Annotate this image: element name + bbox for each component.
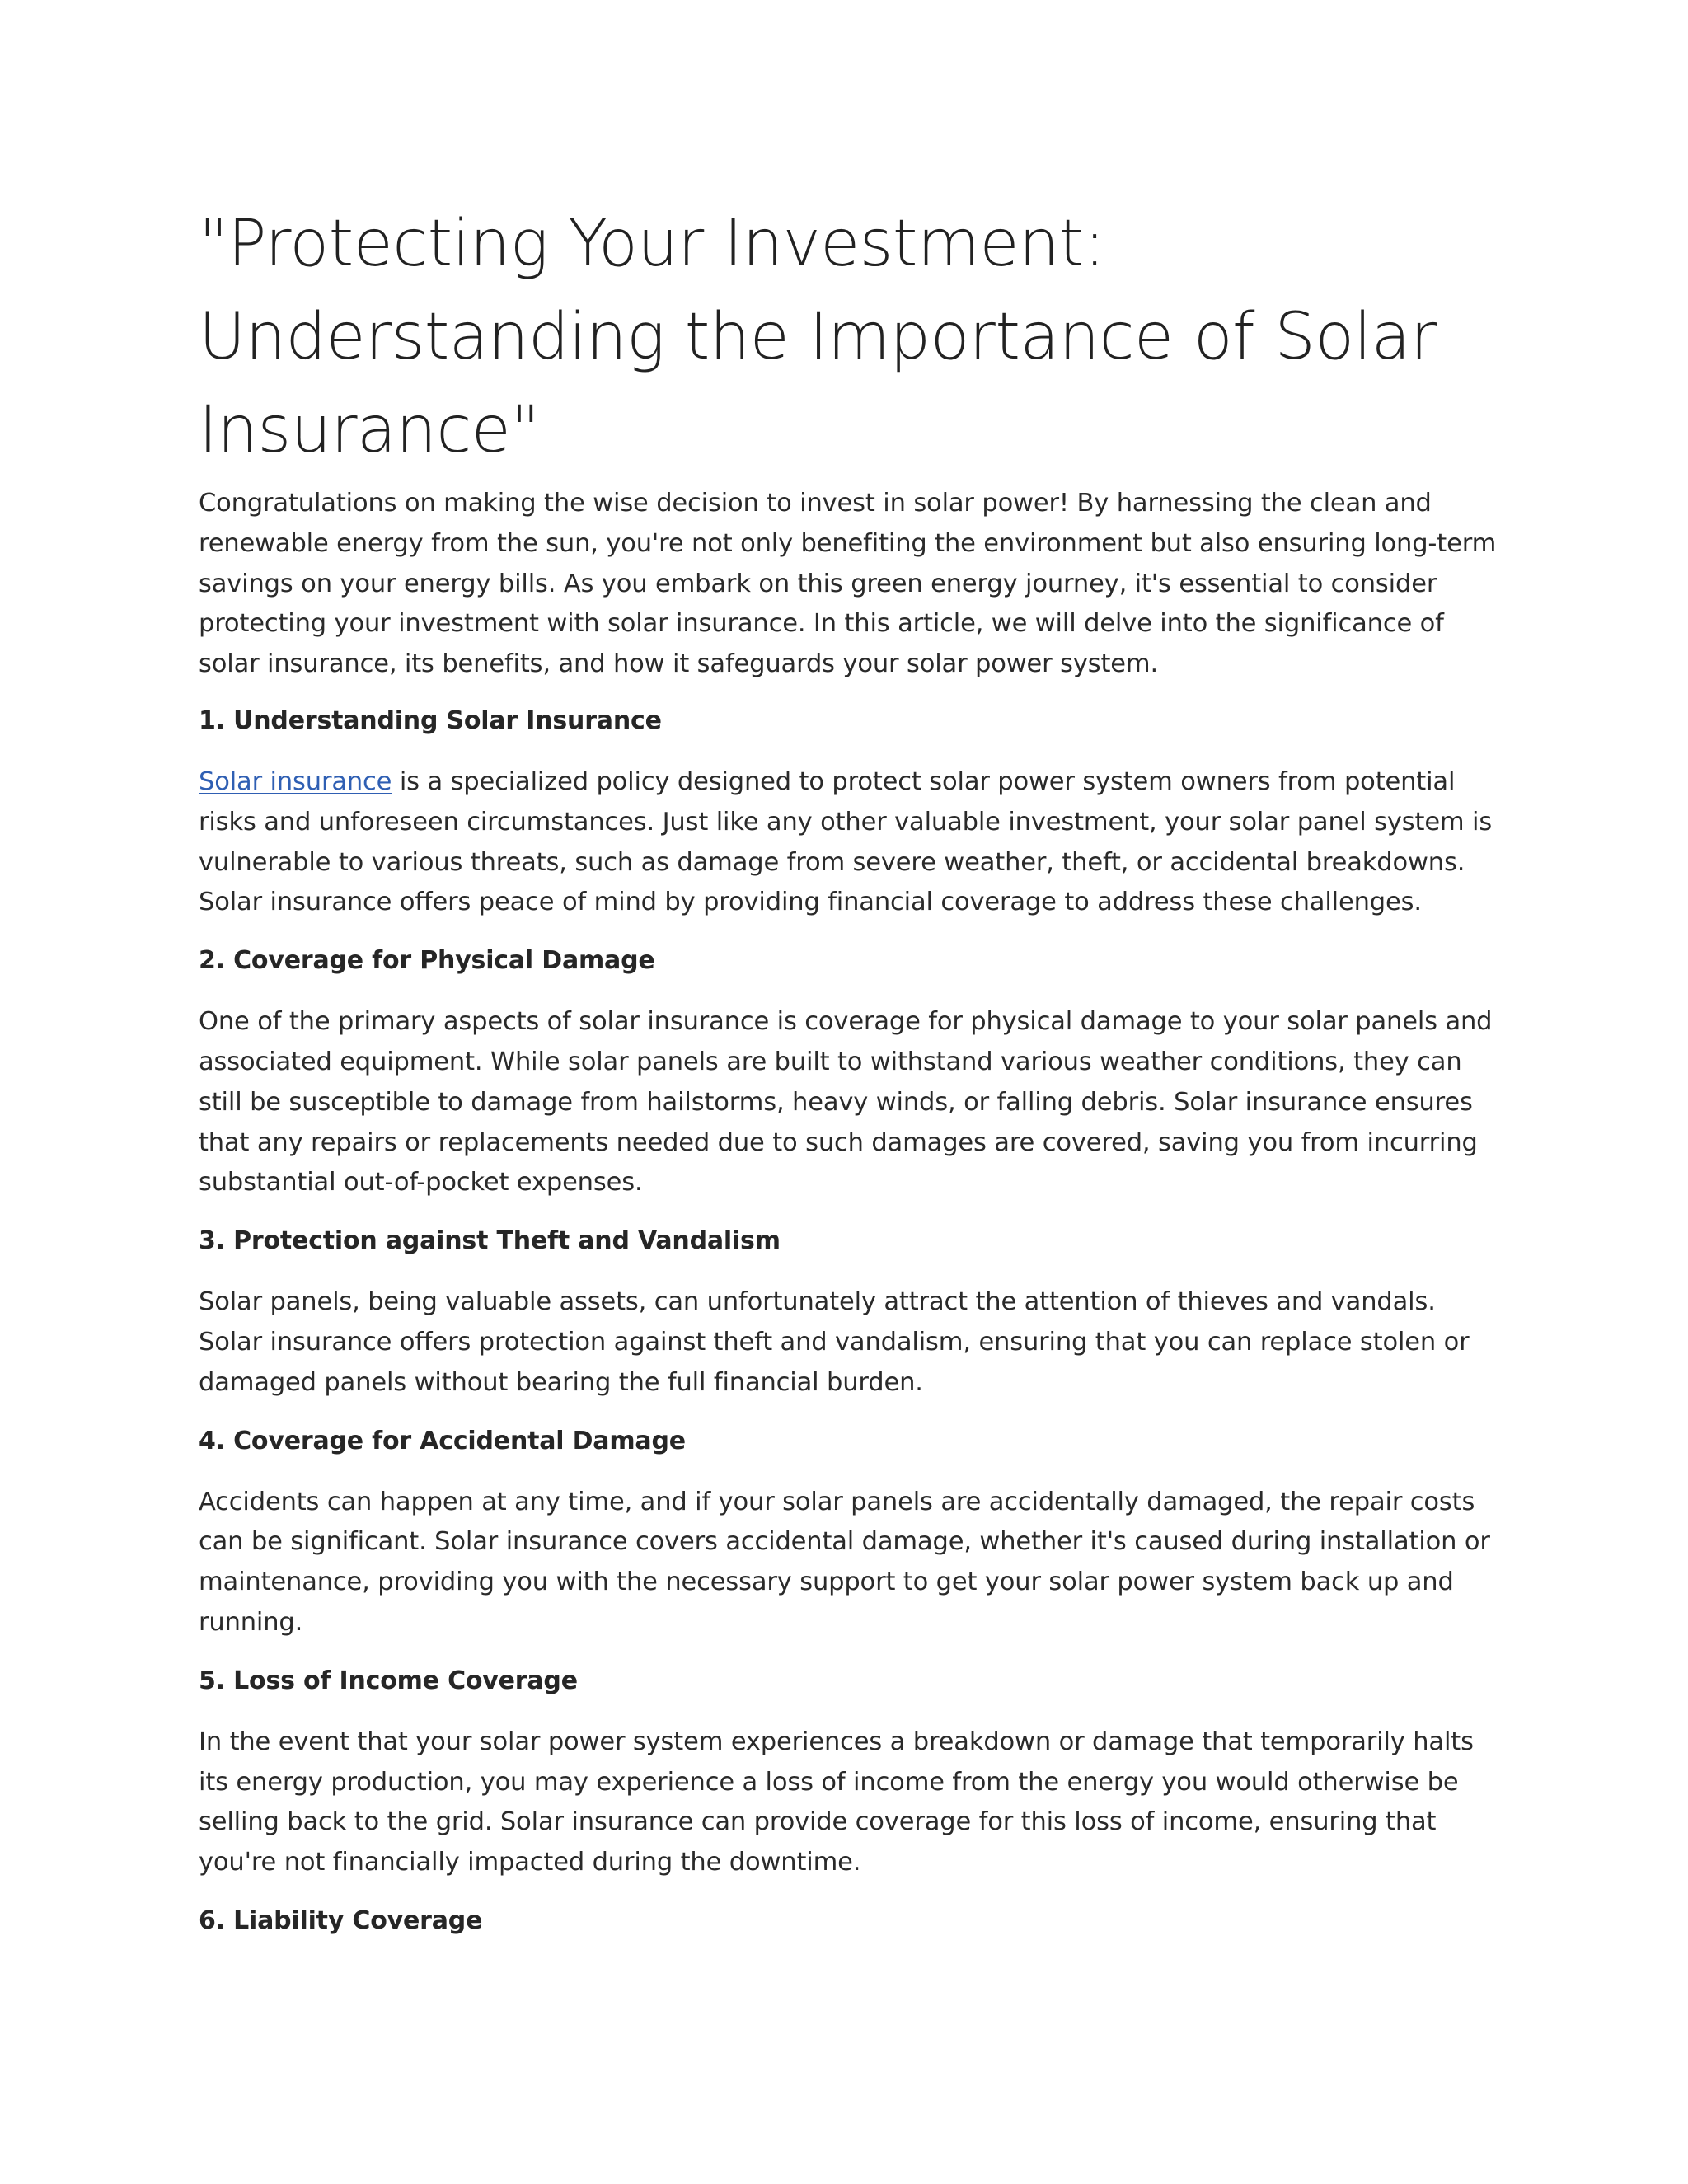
section-body-loss-of-income: In the event that your solar power system experiences a breakdown or damage that temporarily halts its energy production, you may experience a loss of income from the energy you would otherwise be selling back to the grid. Solar insurance can provide coverage for this loss of income, ensuring that you're not financially impacted during the downtime. <box>199 1727 1474 1877</box>
section-heading-liability: 6. Liability Coverage <box>199 1905 483 1935</box>
section-heading-accidental-damage: 4. Coverage for Accidental Damage <box>199 1426 686 1455</box>
page-title: "Protecting Your Investment: Understanding the Importance of Solar Insurance" <box>199 207 1437 467</box>
solar-insurance-link[interactable]: Solar insurance <box>199 766 392 796</box>
section-body-accidental-damage: Accidents can happen at any time, and if your solar panels are accidentally damaged, the repair costs can be significant. Solar insurance covers accidental damage, whether it's caused during installation or maintenance, providing you with the necessary support to get your solar power system back up and running. <box>199 1487 1490 1637</box>
section-body-theft-vandalism: Solar panels, being valuable assets, can unfortunately attract the attention of thieves and vandals. Solar insurance offers protection against theft and vandalism, ensuring that you can replace stolen or damaged panels without bearing the full financial burden. <box>199 1287 1470 1397</box>
section-body-understanding <box>199 762 1501 923</box>
section-heading-loss-of-income: 5. Loss of Income Coverage <box>199 1666 578 1695</box>
section-heading-theft-vandalism: 3. Protection against Theft and Vandalism <box>199 1226 781 1256</box>
intro-paragraph: Congratulations on making the wise decision to invest in solar power! By harnessing the clean and renewable energy from the sun, you're not only benefiting the environment but also ensuring long-term savings on your energy bills. As you embark on this green energy journey, it's essential to consider protecting your investment with solar insurance. In this article, we will delve into the significance of solar insurance, its benefits, and how it safeguards your solar power system. <box>199 489 1497 679</box>
section-body-understanding-text: is a specialized policy designed to protect solar power system owners from potential risks and unforeseen circumstances. Just like any other valuable investment, your solar panel system is vulnerable to various threats, such as damage from severe weather, theft, or accidental breakdowns. Solar insurance offers peace of mind by providing financial coverage to address these challenges. <box>199 766 1493 917</box>
section-body-physical-damage: One of the primary aspects of solar insurance is coverage for physical damage to your solar panels and associated equipment. While solar panels are built to withstand various weather conditions, they can still be susceptible to damage from hailstorms, heavy winds, or falling debris. Solar insurance ensures that any repairs or replacements needed due to such damages are covered, saving you from incurring substantial out-of-pocket expenses. <box>199 1007 1493 1197</box>
document-content <box>199 198 1501 1962</box>
section-heading-physical-damage: 2. Coverage for Physical Damage <box>199 946 655 976</box>
section-heading-understanding: 1. Understanding Solar Insurance <box>199 705 662 735</box>
